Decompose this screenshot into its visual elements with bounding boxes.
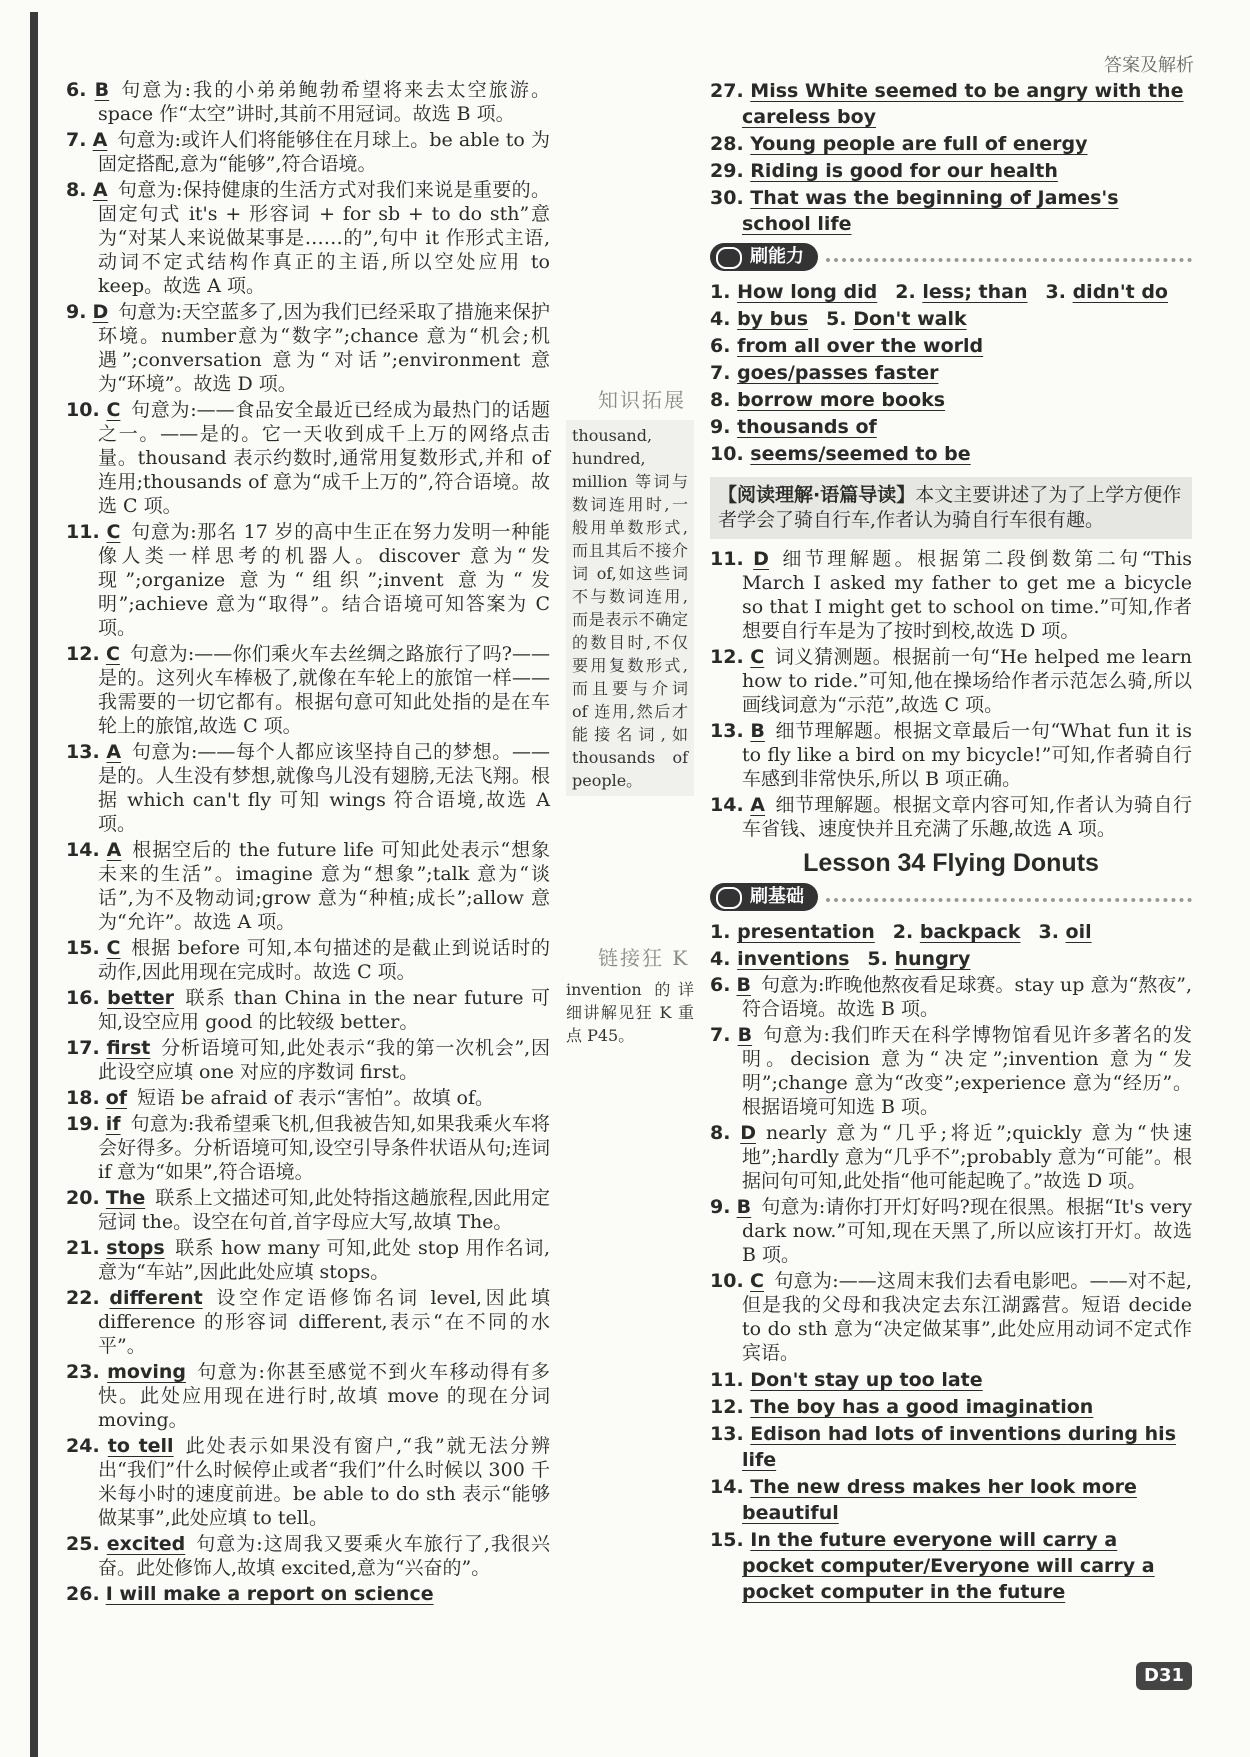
item-explanation: 句意为:——食品安全最近已经成为最热门的话题之一。——是的。它一天收到成千上万的网络点击量。thousand 表示约数时,通常用复数形式,并和 of 连用;thousands of 意为“成千上万的”,符合语境。故选 C 项。 — [98, 399, 551, 517]
item-number: 7. — [66, 129, 87, 151]
page-edge — [30, 12, 38, 1757]
item-answer: first — [106, 1037, 151, 1059]
answer-item — [66, 986, 550, 1034]
item-answer: Young people are full of energy — [750, 133, 1088, 155]
item-answer: Don't stay up too late — [750, 1369, 983, 1391]
item-number: 6. — [710, 974, 731, 996]
item-answer: Edison had lots of inventions during his life — [742, 1423, 1176, 1471]
item-answer: I will make a report on science — [105, 1583, 434, 1605]
item-answer: In the future everyone will carry a pocket computer/Everyone will carry a pocket computer in the future — [742, 1529, 1155, 1603]
reading-answers — [710, 547, 1192, 841]
item-explanation: 句意为:——这周末我们去看电影吧。——对不起,但是我的父母和我决定去东江湖露营。短语 decide to do sth 意为“决定做某事”,此处应用动词不定式作宾语。 — [742, 1270, 1192, 1364]
item-explanation: 细节理解题。根据文章内容可知,作者认为骑自行车省钱、速度快并且充满了乐趣,故选 A 项。 — [742, 794, 1192, 840]
item-number: 23. — [66, 1361, 100, 1383]
answer-row — [710, 919, 1192, 945]
item-explanation: 句意为:或许人们将能够住在月球上。be able to 为固定搭配,意为“能够”,符合语境。 — [98, 129, 550, 175]
left-column — [66, 78, 550, 1608]
item-answer: B — [736, 1196, 752, 1218]
item-number: 8. — [710, 1122, 731, 1144]
item-number: 12. — [710, 646, 744, 668]
item-answer: A — [750, 794, 765, 816]
item-number: 27. — [710, 80, 744, 102]
item-number: 10. — [710, 1270, 744, 1292]
answer-item — [710, 131, 1192, 157]
item-number: 10. — [710, 443, 744, 465]
item-number: 29. — [710, 160, 744, 182]
item-number: 24. — [66, 1435, 100, 1457]
item-number: 11. — [710, 1369, 744, 1391]
basic-explanations — [710, 973, 1192, 1365]
item-explanation: nearly 意为“几乎;将近”;quickly 意为“快速地”;hardly 意为“几乎不”;probably 意为“可能”。根据问句可知,此处指“他可能起晚了。”故选 D 项。 — [742, 1122, 1192, 1192]
item-number: 11. — [710, 548, 744, 570]
item-answer: inventions — [737, 948, 850, 970]
item-answer: The new dress makes her look more beautiful — [742, 1476, 1137, 1524]
item-explanation: 联系 than China in the near future 可知,设空应用 good 的比较级 better。 — [98, 987, 550, 1033]
item-answer: of — [105, 1087, 128, 1109]
item-number: 14. — [710, 794, 744, 816]
item-answer: different — [109, 1287, 203, 1309]
item-answer: C — [750, 646, 765, 668]
answer-row — [710, 414, 1192, 440]
item-explanation: 联系 how many 可知,此处 stop 用作名词,意为“车站”,因此此处应填 stops。 — [98, 1237, 550, 1283]
answer-item — [66, 1532, 550, 1580]
item-answer: borrow more books — [737, 389, 946, 411]
item-answer: presentation — [737, 921, 875, 943]
item-answer: C — [106, 937, 121, 959]
item-number: 22. — [66, 1287, 100, 1309]
item-explanation: 句意为:那名 17 岁的高中生正在努力发明一种能像人类一样思考的机器人。discover 意为“发现”;organize 意为“组织”;invent 意为“发明”;achieve 意为“取得”。结合语境可知答案为 C 项。 — [98, 521, 550, 639]
item-answer: excited — [106, 1533, 186, 1555]
item-answer: goes/passes faster — [737, 362, 939, 384]
item-number: 3. — [1038, 921, 1059, 943]
right-column — [710, 78, 1192, 1606]
item-answer: D — [92, 301, 109, 323]
item-explanation: 根据 before 可知,本句描述的是截止到说话时的动作,因此用现在完成时。故选 C 项。 — [98, 937, 550, 983]
answer-item — [66, 300, 550, 396]
item-answer: A — [92, 129, 108, 151]
item-answer: C — [106, 521, 121, 543]
item-number: 2. — [895, 281, 916, 303]
answer-item — [66, 1186, 550, 1234]
dotted-divider — [826, 252, 1192, 262]
item-number: 11. — [66, 521, 100, 543]
item-answer: Don't walk — [853, 308, 967, 330]
item-answer: to tell — [107, 1435, 174, 1457]
answer-row — [710, 333, 1192, 359]
item-number: 3. — [1045, 281, 1066, 303]
answer-item — [66, 936, 550, 984]
answer-item — [66, 740, 550, 836]
item-number: 15. — [710, 1529, 744, 1551]
page-number: D31 — [1136, 1662, 1192, 1690]
item-answer: thousands of — [737, 416, 877, 438]
item-number: 9. — [66, 301, 87, 323]
knowledge-text: thousand, hundred, million 等词与数词连用时,一般用单数形式,而且其后不接介词 of,如这些词不与数词连用,而是表示不确定的数目时,不仅要用复数形式,而且要与介词 of 连用,然后才能接名词,如 thousands of people。 — [566, 420, 694, 796]
item-answer: D — [740, 1122, 756, 1144]
item-answer: Riding is good for our health — [750, 160, 1058, 182]
basic-sentences — [710, 1367, 1192, 1605]
item-number: 7. — [710, 362, 731, 384]
answer-item — [66, 1360, 550, 1432]
item-answer: How long did — [737, 281, 878, 303]
item-number: 8. — [66, 179, 87, 201]
answer-item — [66, 178, 550, 298]
answer-row — [710, 387, 1192, 413]
item-answer: Miss White seemed to be angry with the careless boy — [742, 80, 1184, 128]
item-number: 18. — [66, 1087, 100, 1109]
item-number: 30. — [710, 187, 744, 209]
item-answer: B — [736, 974, 751, 996]
item-answer: from all over the world — [737, 335, 984, 357]
item-answer: didn't do — [1072, 281, 1168, 303]
item-explanation: 设空作定语修饰名词 level,因此填 difference 的形容词 different,表示“在不同的水平”。 — [98, 1287, 550, 1357]
item-number: 5. — [867, 948, 888, 970]
answer-item — [710, 158, 1192, 184]
basic-answers — [710, 919, 1192, 972]
item-answer: less; than — [922, 281, 1028, 303]
item-answer: B — [94, 79, 110, 101]
item-explanation: 此处表示如果没有窗户,“我”就无法分辨出“我们”什么时候停止或者“我们”什么时候以 300 千米每小时的速度前进。be able to do sth 表示“能够做某事”,此处应填 to tell。 — [98, 1435, 551, 1529]
answer-row — [710, 360, 1192, 386]
item-number: 4. — [710, 948, 731, 970]
item-explanation: 句意为:你甚至感觉不到火车移动得有多快。此处应用现在进行时,故填 move 的现在分词 moving。 — [98, 1361, 551, 1431]
item-answer: moving — [107, 1361, 186, 1383]
item-explanation: 句意为:——每个人都应该坚持自己的梦想。——是的。人生没有梦想,就像鸟儿没有翅膀,无法飞翔。根据 which can't fly 可知 wings 符合语境,故选 A 项。 — [98, 741, 550, 835]
answer-item — [710, 1121, 1192, 1193]
item-number: 28. — [710, 133, 744, 155]
answer-item — [66, 1112, 550, 1184]
item-number: 20. — [66, 1187, 100, 1209]
answer-row — [710, 946, 1192, 972]
item-number: 8. — [710, 389, 731, 411]
link-title: 链接狂 K — [598, 946, 690, 970]
item-number: 13. — [710, 720, 744, 742]
item-answer: A — [92, 179, 108, 201]
item-answer: A — [106, 741, 122, 763]
answer-item — [66, 398, 550, 518]
item-answer: C — [105, 643, 120, 665]
item-explanation: 句意为:——你们乘火车去丝绸之路旅行了吗?——是的。这列火车棒极了,就像在车轮上的旅馆一样——我需要的一切它都有。根据句意可知此处指的是在车轮上的旅馆,故选 C 项。 — [98, 643, 550, 737]
item-explanation: 句意为:我们昨天在科学博物馆看见许多著名的发明。decision 意为“决定”;invention 意为“发明”;change 意为“改变”;experience 意为“经历”。根据语境可知选 B 项。 — [742, 1024, 1192, 1118]
item-explanation: 细节理解题。根据第二段倒数第二句“This March I asked my father to get me a bicycle so that I might get to school on time.”可知,作者想要自行车是为了按时到校,故选 D 项。 — [742, 548, 1193, 642]
item-number: 10. — [66, 399, 100, 421]
item-explanation: 联系上文描述可知,此处特指这趟旅程,因此用定冠词 the。设空在句首,首字母应大写,故填 The。 — [98, 1187, 550, 1233]
item-answer: B — [737, 1024, 753, 1046]
answer-item — [66, 1582, 550, 1606]
item-answer: The — [105, 1187, 146, 1209]
answer-item — [66, 1086, 550, 1110]
item-number: 9. — [710, 1196, 731, 1218]
answer-item — [66, 1036, 550, 1084]
item-number: 21. — [66, 1237, 100, 1259]
item-number: 9. — [710, 416, 731, 438]
section-badge-ability — [710, 243, 1192, 271]
item-explanation: 句意为:我的小弟弟鲍勃希望将来去太空旅游。space 作“太空”讲时,其前不用冠词。故选 B 项。 — [98, 79, 551, 125]
item-number: 17. — [66, 1037, 100, 1059]
answer-item — [66, 128, 550, 176]
item-explanation: 根据空后的 the future life 可知此处表示“想象未来的生活”。imagine 意为“想象”;talk 意为“谈话”,为不及物动词;grow 意为“种植;成长”;allow 意为“允许”。故选 A 项。 — [98, 839, 551, 933]
item-number: 14. — [710, 1476, 744, 1498]
item-answer: That was the beginning of James's school life — [742, 187, 1119, 235]
item-answer: if — [105, 1113, 121, 1135]
item-answer: hungry — [894, 948, 971, 970]
answer-row — [710, 306, 1192, 332]
item-number: 4. — [710, 308, 731, 330]
item-answer: C — [106, 399, 121, 421]
lesson-title: Lesson 34 Flying Donuts — [803, 849, 1099, 877]
section-badge-basic — [710, 883, 1192, 911]
answer-item — [710, 719, 1192, 791]
item-answer: D — [753, 548, 769, 570]
item-explanation: 句意为:这周我又要乘火车旅行了,我很兴奋。此处修饰人,故填 excited,意为“兴奋的”。 — [98, 1533, 550, 1579]
link-text: invention 的详细讲解见狂 K 重点 P45。 — [566, 980, 694, 1045]
answer-row — [710, 279, 1192, 305]
answer-item — [710, 1474, 1192, 1526]
answer-item — [710, 1394, 1192, 1420]
answer-item — [710, 185, 1192, 237]
answer-item — [66, 1286, 550, 1358]
item-answer: backpack — [919, 921, 1021, 943]
sidebar-column — [566, 388, 694, 1047]
ability-answers — [710, 279, 1192, 467]
answer-item — [710, 1269, 1192, 1365]
item-number: 12. — [710, 1396, 744, 1418]
item-number: 15. — [66, 937, 100, 959]
guide-text: 本文主要讲述了为了上学方便作者学会了骑自行车,作者认为骑自行车很有趣。 — [718, 484, 1182, 531]
answer-item — [710, 793, 1192, 841]
answer-item — [66, 78, 550, 126]
answer-item — [710, 973, 1192, 1021]
item-number: 1. — [710, 921, 731, 943]
item-answer: The boy has a good imagination — [750, 1396, 1094, 1418]
answer-item — [710, 1421, 1192, 1473]
answer-item — [66, 1236, 550, 1284]
item-number: 13. — [710, 1423, 744, 1445]
item-number: 5. — [826, 308, 847, 330]
badge-label: 刷能力 — [710, 243, 818, 271]
item-answer: by bus — [737, 308, 809, 330]
item-explanation: 细节理解题。根据文章最后一句“What fun it is to fly like a bird on my bicycle!”可知,作者骑自行车感到非常快乐,所以 B 项正确。 — [742, 720, 1192, 790]
answer-item — [710, 645, 1192, 717]
answer-item — [710, 1195, 1192, 1267]
answer-item — [710, 1367, 1192, 1393]
page-header: 答案及解析 — [1104, 55, 1194, 76]
badge-label: 刷基础 — [710, 883, 818, 911]
answer-item — [710, 1023, 1192, 1119]
item-explanation: 句意为:我希望乘飞机,但我被告知,如果我乘火车将会好得多。分析语境可知,设空引导条件状语从句;连词 if 意为“如果”,符合语境。 — [98, 1113, 550, 1183]
item-answer: better — [107, 987, 175, 1009]
answer-row — [710, 441, 1192, 467]
item-number: 26. — [66, 1583, 100, 1605]
item-explanation: 句意为:昨晚他熬夜看足球赛。stay up 意为“熬夜”,符合语境。故选 B 项。 — [742, 974, 1193, 1020]
reading-guide — [710, 477, 1192, 539]
item-answer: C — [750, 1270, 764, 1292]
item-number: 2. — [892, 921, 914, 943]
answer-item — [66, 520, 550, 640]
answer-item — [710, 78, 1192, 130]
item-number: 6. — [66, 79, 87, 101]
item-number: 25. — [66, 1533, 100, 1555]
item-explanation: 分析语境可知,此处表示“我的第一次机会”,因此设空应填 one 对应的序数词 first。 — [98, 1037, 550, 1083]
item-number: 19. — [66, 1113, 100, 1135]
item-explanation: 句意为:天空蓝多了,因为我们已经采取了措施来保护环境。number意为“数字”;chance 意为“机会;机遇”;conversation 意为“对话”;environment 意为“环境”。故选 D 项。 — [98, 301, 550, 395]
item-answer: A — [106, 839, 122, 861]
item-explanation: 词义猜测题。根据前一句“He helped me learn how to ride.”可知,他在操场给作者示范怎么骑,所以画线词意为“示范”,故选 C 项。 — [742, 646, 1192, 716]
item-explanation: 句意为:请你打开灯好吗?现在很黑。根据“It's very dark now.”可知,现在天黑了,所以应该打开灯。故选 B 项。 — [742, 1196, 1192, 1266]
item-number: 16. — [66, 987, 100, 1009]
item-number: 13. — [66, 741, 100, 763]
answer-item — [66, 642, 550, 738]
item-number: 6. — [710, 335, 731, 357]
item-explanation: 短语 be afraid of 表示“害怕”。故填 of。 — [137, 1087, 495, 1109]
answer-item — [66, 838, 550, 934]
item-answer: oil — [1065, 921, 1092, 943]
item-answer: seems/seemed to be — [750, 443, 971, 465]
knowledge-title: 知识拓展 — [598, 388, 686, 412]
answer-item — [710, 547, 1192, 643]
item-number: 1. — [710, 281, 731, 303]
translation-answers — [710, 78, 1192, 237]
dotted-divider — [826, 892, 1192, 902]
item-number: 7. — [710, 1024, 731, 1046]
item-explanation: 句意为:保持健康的生活方式对我们来说是重要的。固定句式 it's + 形容词 + for sb + to do sth”意为“对某人来说做某事是……的”,句中 it 作形式主语,动词不定式结构作真正的主语,所以空处应用 to keep。故选 A 项。 — [98, 179, 550, 297]
item-answer: stops — [106, 1237, 165, 1259]
item-number: 12. — [66, 643, 100, 665]
answer-item — [66, 1434, 550, 1530]
answer-item — [710, 1527, 1192, 1605]
item-answer: B — [750, 720, 765, 742]
item-number: 14. — [66, 839, 100, 861]
guide-tag: 【阅读理解·语篇导读】 — [718, 484, 916, 506]
